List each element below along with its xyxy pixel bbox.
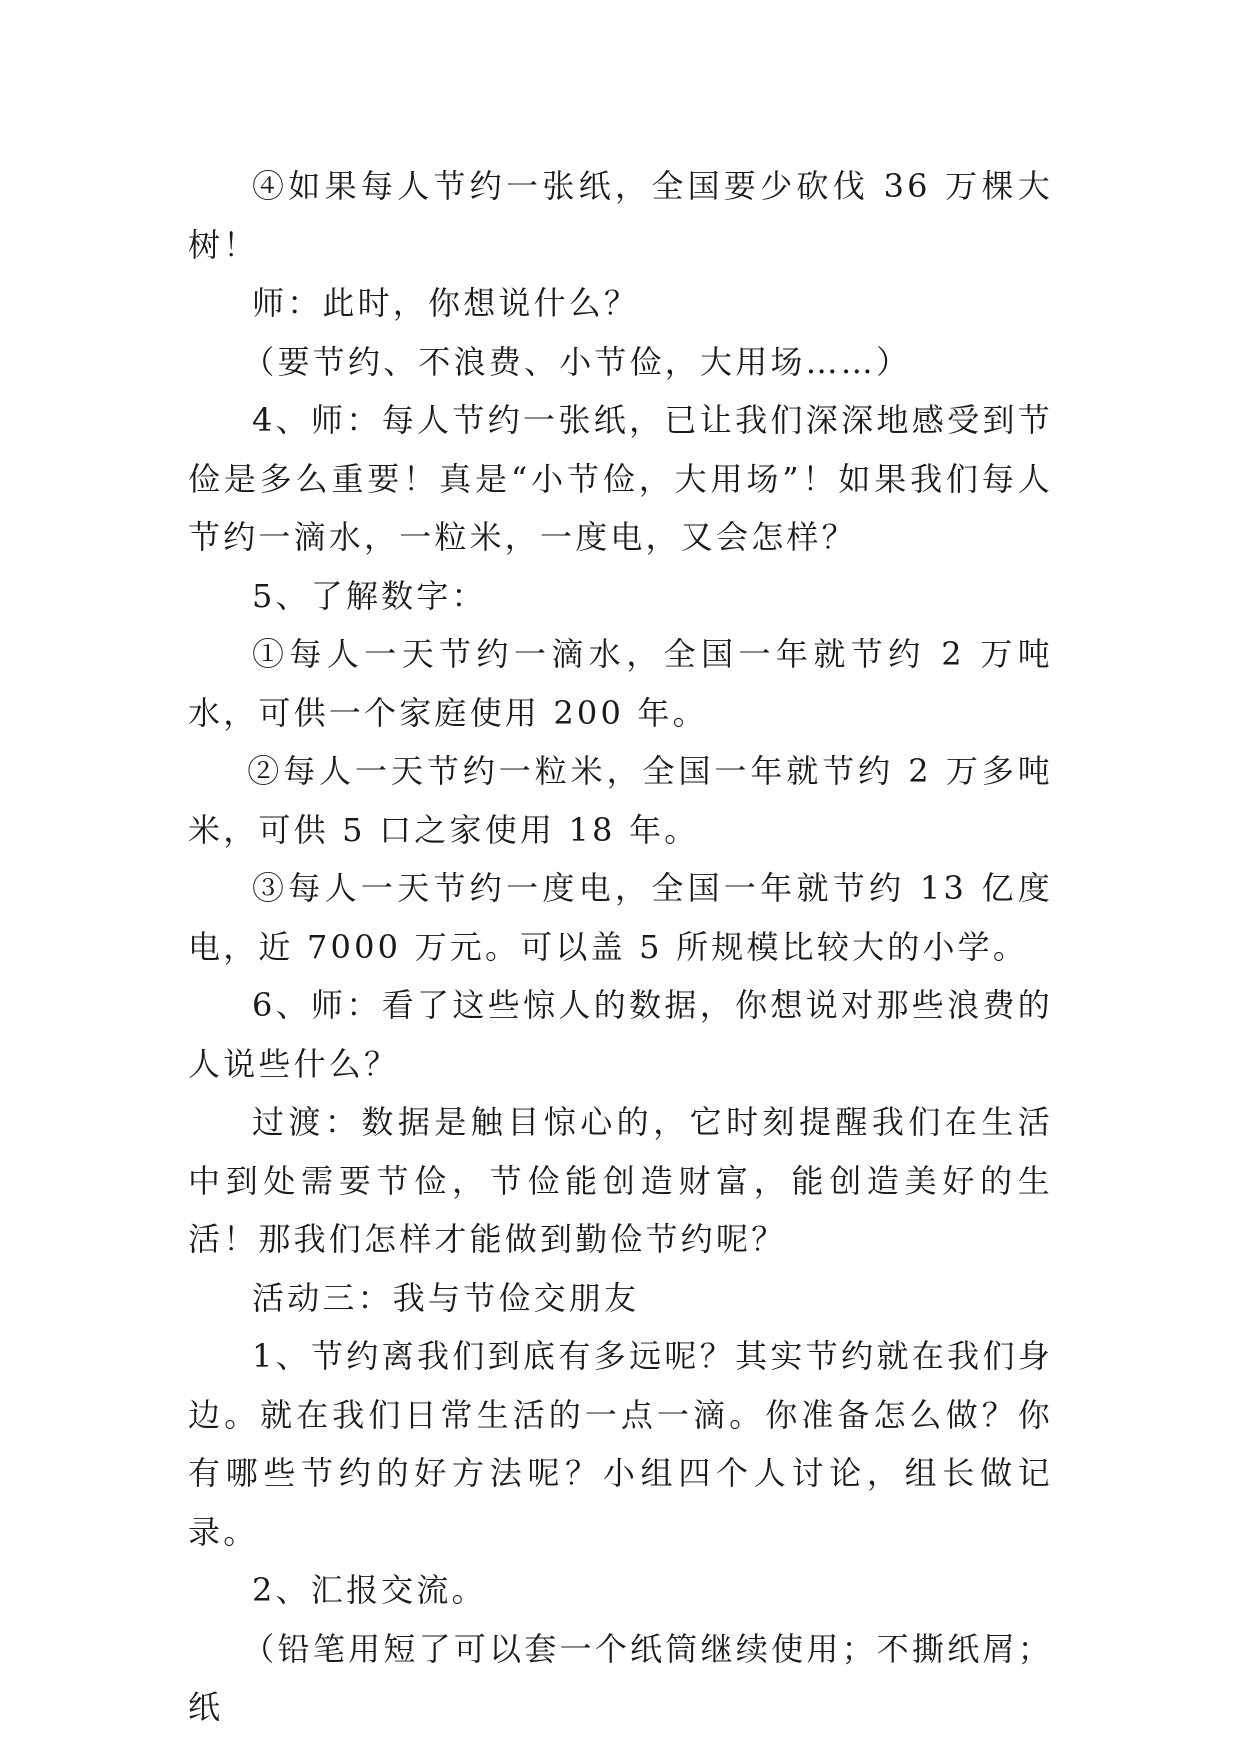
paragraph-fact-electricity: ③每人一天节约一度电，全国一年就节约 13 亿度电，近 7000 万元。可以盖 5 所规模比较大的小学。 (188, 869, 1053, 966)
paragraph-fact-4: ④如果每人节约一张纸，全国要少砍伐 36 万棵大树！ (188, 167, 1053, 264)
paragraph-expected-answer: （要节约、不浪费、小节俭，大用场……） (242, 342, 912, 381)
document-body (188, 157, 1053, 1737)
paragraph-transition: 过渡：数据是触目惊心的，它时刻提醒我们在生活中到处需要节俭，节俭能创造财富，能创造美好的生活！那我们怎样才能做到勤俭节约呢？ (188, 1103, 1053, 1258)
paragraph-activity-3-step-1: 1、节约离我们到底有多远呢？其实节约就在我们身边。就在我们日常生活的一点一滴。你准备怎么做？你有哪些节约的好方法呢？小组四个人讨论，组长做记录。 (188, 1337, 1053, 1551)
paragraph-fact-water: ①每人一天节约一滴水，全国一年就节约 2 万吨水，可供一个家庭使用 200 年。 (188, 635, 1053, 732)
paragraph-activity-3-step-2: 2、汇报交流。 (252, 1571, 487, 1609)
paragraph-fact-rice: ②每人一天节约一粒米，全国一年就节约 2 万多吨米，可供 5 口之家使用 18 年。 (188, 752, 1053, 849)
paragraph-activity-3-heading: 活动三：我与节俭交朋友 (252, 1278, 640, 1317)
paragraph-teacher-question: 师：此时，你想说什么？ (252, 284, 640, 322)
paragraph-step-5-heading: 5、了解数字： (252, 576, 487, 615)
paragraph-step-4: 4、师：每人节约一张纸，已让我们深深地感受到节俭是多么重要！真是“小节俭，大用场”！如果我们每人节约一滴水，一粒米，一度电，又会怎样？ (188, 401, 1053, 556)
paragraph-step-6: 6、师：看了这些惊人的数据，你想说对那些浪费的人说些什么？ (188, 986, 1053, 1083)
paragraph-report-examples: （铅笔用短了可以套一个纸筒继续使用；不撕纸屑；纸 (188, 1629, 1053, 1726)
